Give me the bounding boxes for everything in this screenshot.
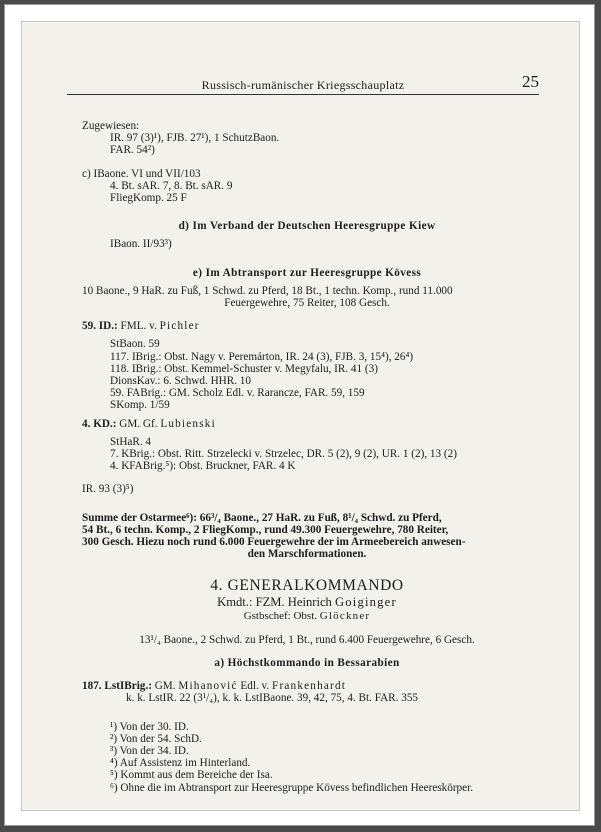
brigade-187-heading bbox=[82, 680, 532, 692]
cavalry-4-line: StHaR. 4 bbox=[110, 435, 152, 448]
division-59-line: DionsKav.: 6. Schwd. HHR. 10 bbox=[110, 375, 251, 388]
section-e-line: Feuergewehre, 75 Reiter, 108 Gesch. bbox=[224, 297, 390, 310]
generalkommando-title: 4. GENERALKOMMANDO bbox=[210, 577, 404, 595]
commander-rank: GM. bbox=[151, 680, 179, 693]
section-d-title: d) Im Verband der Deutschen Heeresgruppe Kiew bbox=[178, 220, 436, 233]
division-number: 59. ID.: bbox=[82, 320, 118, 333]
summe-line: den Marschformationen. bbox=[247, 548, 367, 561]
division-59-line: 118. IBrig.: Obst. Kemmel-Schuster v. Megyfalu, IR. 41 (3) bbox=[110, 362, 378, 375]
footnote: ⁶) Ohne die im Abtransport zur Heeresgruppe Kövess befindlichen Heereskörper. bbox=[110, 781, 474, 794]
footnote: ³) Von der 34. ID. bbox=[110, 744, 189, 757]
summe-line: 54 Bt., 6 techn. Komp., 2 FliegKomp., rund 49.300 Feuergewehre, 780 Reiter, bbox=[82, 523, 449, 536]
summe-line: Summe der Ostarmee⁶): 66³/₄ Baone., 27 HaR. zu Fuß, 8¹/₄ Schwd. zu Pferd, bbox=[82, 511, 442, 524]
page-content bbox=[82, 120, 532, 794]
division-59-line: 117. IBrig.: Obst. Nagy v. Peremárton, IR. 24 (3), FJB. 3, 15⁴), 26⁴) bbox=[110, 350, 414, 363]
chief-of-staff bbox=[82, 610, 532, 622]
generalkommando-strength: 13¹/₄ Baone., 2 Schwd. zu Pferd, 1 Bt., rund 6.400 Feuergewehre, 6 Gesch. bbox=[139, 633, 475, 646]
commander-name: Goiginger bbox=[335, 595, 397, 610]
commander-title: Edl. v. bbox=[237, 680, 273, 693]
chief-rank: Gstbschef: Obst. bbox=[243, 610, 320, 623]
book-page bbox=[21, 21, 580, 811]
commander-name: Pichler bbox=[159, 320, 200, 333]
page-header bbox=[67, 64, 539, 95]
commander-name: Lubienski bbox=[160, 417, 216, 430]
division-59-line: SKomp. 1/59 bbox=[110, 399, 170, 412]
cavalry-4-line: 4. KFABrig.⁵): Obst. Bruckner, FAR. 4 K bbox=[110, 460, 296, 473]
chief-name: Glöckner bbox=[319, 610, 371, 623]
commander-rank: FML. v. bbox=[117, 320, 160, 333]
footnote: ¹) Von der 30. ID. bbox=[110, 720, 189, 733]
summe-line: 300 Gesch. Hiezu noch rund 6.000 Feuergewehre der im Armeebereich anwesen- bbox=[82, 536, 466, 549]
brigade-number: 187. LstIBrig.: bbox=[82, 680, 152, 693]
zugewiesen-line: IR. 97 (3)¹), FJB. 27¹), 1 SchutzBaon. bbox=[110, 132, 280, 145]
commander-rank: GM. Gf. bbox=[116, 417, 161, 430]
cavalry-4-heading bbox=[82, 418, 532, 430]
division-59-line: StBaon. 59 bbox=[110, 338, 160, 351]
section-c-line: c) IBaone. VI und VII/103 bbox=[82, 167, 201, 180]
footnote: ⁵) Kommt aus dem Bereiche der Isa. bbox=[110, 769, 273, 782]
footnote: ²) Von der 54. SchD. bbox=[110, 732, 202, 745]
section-d-line: IBaon. II/93³) bbox=[110, 238, 172, 251]
cavalry-4-line: 7. KBrig.: Obst. Ritt. Strzelecki v. Strzelec, DR. 5 (2), 9 (2), UR. 1 (2), 13 (2) bbox=[110, 448, 457, 461]
page-number: 25 bbox=[522, 72, 539, 91]
zugewiesen-line: FAR. 54²) bbox=[110, 144, 155, 157]
generalkommando-commander bbox=[82, 595, 532, 610]
footnotes bbox=[82, 721, 532, 794]
zugewiesen-label: Zugewiesen: bbox=[82, 120, 140, 132]
division-number: 4. KD.: bbox=[82, 417, 117, 430]
section-a-title: a) Höchstkommando in Bessarabien bbox=[214, 656, 400, 669]
section-e-title: e) Im Abtransport zur Heeresgruppe Kövess bbox=[192, 266, 422, 279]
section-c-line: FliegKomp. 25 F bbox=[110, 192, 187, 205]
running-title: Russisch-rumänischer Kriegsschauplatz bbox=[201, 78, 405, 92]
footnote: ⁴) Auf Assistenz im Hinterland. bbox=[110, 757, 251, 770]
commander-rank: Kmdt.: FZM. Heinrich bbox=[217, 595, 335, 610]
ir93-line: IR. 93 (3)⁵) bbox=[82, 483, 134, 496]
section-e-line: 10 Baone., 9 HaR. zu Fuß, 1 Schwd. zu Pferd, 18 Bt., 1 techn. Komp., rund 11.000 bbox=[82, 284, 453, 297]
commander-name: Frankenhardt bbox=[272, 680, 347, 693]
division-59-line: 59. FABrig.: GM. Scholz Edl. v. Rarancze, FAR. 59, 159 bbox=[110, 387, 365, 400]
brigade-187-line: k. k. LstIR. 22 (3¹/₄), k. k. LstIBaone. 39, 42, 75, 4. Bt. FAR. 355 bbox=[126, 692, 419, 705]
commander-name: Mihanović bbox=[178, 680, 238, 693]
section-c-line: 4. Bt. sAR. 7, 8. Bt. sAR. 9 bbox=[110, 179, 233, 192]
division-59-heading bbox=[82, 320, 532, 332]
photo-frame bbox=[4, 4, 595, 826]
